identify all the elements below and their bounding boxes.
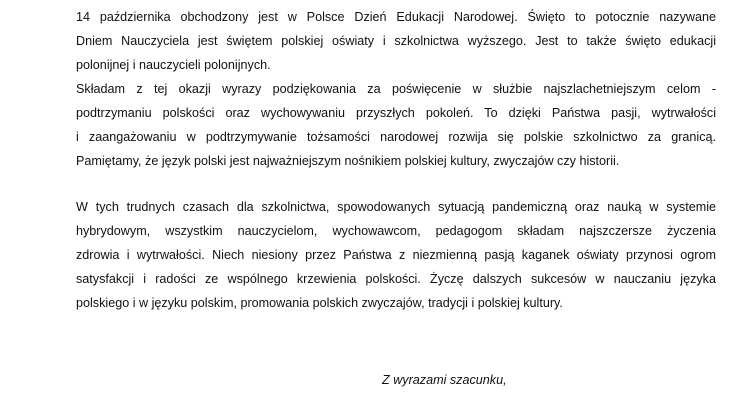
- letter-body: [76, 0, 716, 315]
- text-line: podtrzymaniu polskości oraz wychowywaniu przyszłych pokoleń. To dzięki Państwa pasji, wytrwałości: [76, 106, 716, 120]
- text-line: zdrowia i wytrwałości. Niech niesiony przez Państwa z niezmienną pasją kaganek oświaty przynosi ogrom: [76, 248, 716, 262]
- text-line: Składam z tej okazji wyrazy podziękowania za poświęcenie w służbie najszlachetniejszym celom -: [76, 82, 716, 96]
- text-line: 14 października obchodzony jest w Polsce Dzień Edukacji Narodowej. Święto to potocznie nazywane: [76, 10, 716, 24]
- paragraph-spacer: [76, 173, 716, 195]
- text-line: Dniem Nauczyciela jest świętem polskiej oświaty i szkolnictwa wyższego. Jest to także święto edukacji: [76, 34, 716, 48]
- text-line: polonijnej i nauczycieli polonijnych.: [76, 58, 271, 72]
- text-line: i zaangażowaniu w podtrzymywanie tożsamości narodowej rozwija się polskie szkolnictwo za granicą.: [76, 130, 716, 144]
- paragraph-wishes: [76, 195, 716, 315]
- text-line: W tych trudnych czasach dla szkolnictwa, spowodowanych sytuacją pandemiczną oraz nauką w systemie: [76, 200, 716, 214]
- text-line: Pamiętamy, że język polski jest najważniejszym nośnikiem polskiej kultury, zwyczajów czy historii.: [76, 154, 620, 168]
- closing-salutation: Z wyrazami szacunku,: [382, 373, 507, 387]
- text-line: polskiego i w języku polskim, promowania polskich zwyczajów, tradycji i polskiej kultury.: [76, 296, 563, 310]
- paragraph-intro: [76, 5, 716, 77]
- text-line: hybrydowym, wszystkim nauczycielom, wychowawcom, pedagogom składam najszczersze życzenia: [76, 224, 716, 238]
- text-line: satysfakcji i radości ze wspólnego krzewienia polskości. Życzę dalszych sukcesów w nauczaniu języka: [76, 272, 716, 286]
- paragraph-thanks: [76, 77, 716, 173]
